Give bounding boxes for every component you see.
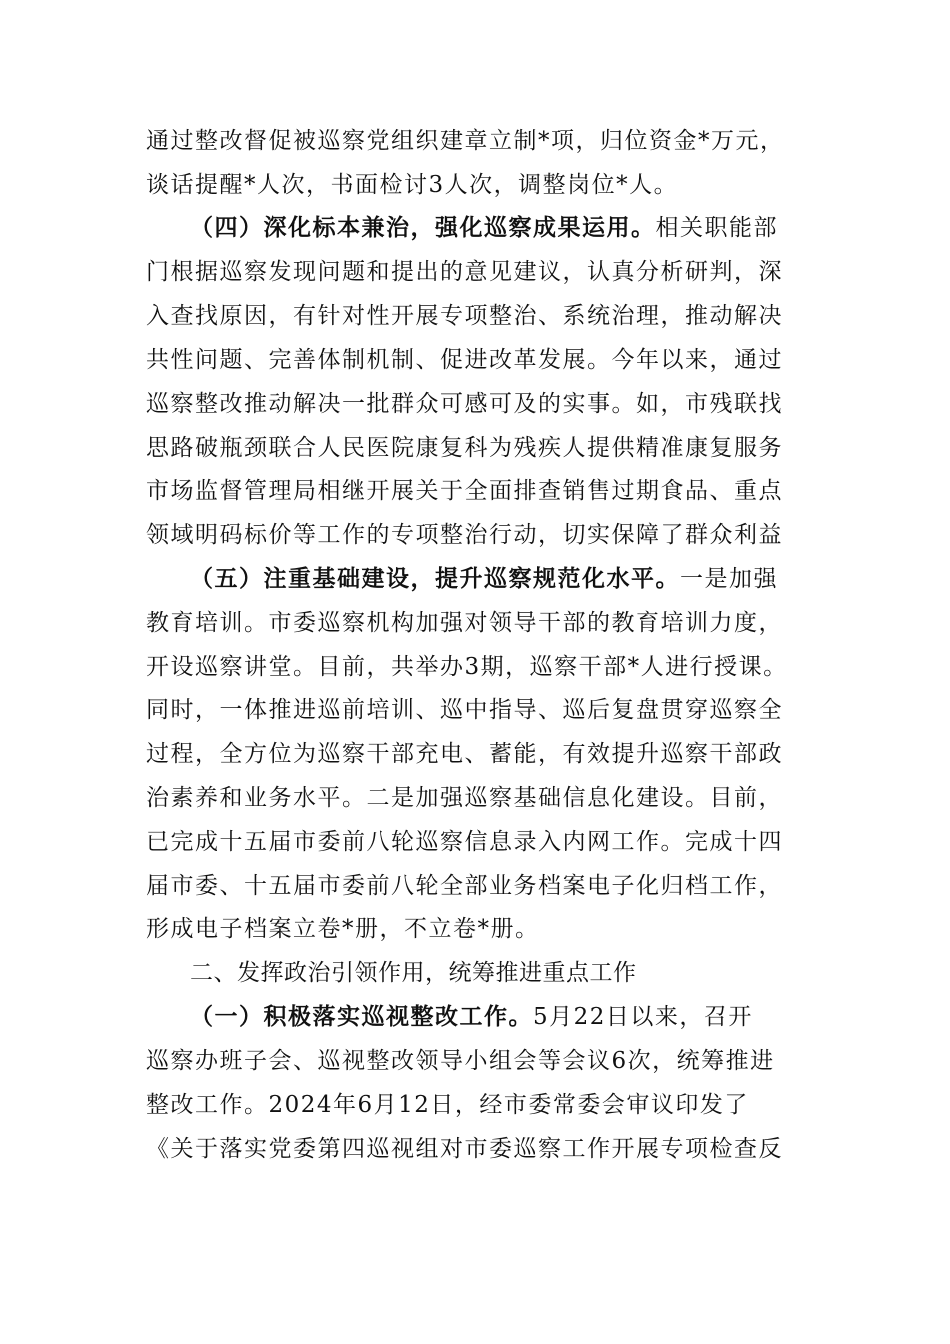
body-text-line: 通过整改督促被巡察党组织建章立制*项，归位资金*万元， xyxy=(146,128,785,154)
subheading-one: （一）积极落实巡视整改工作。 xyxy=(190,1003,533,1030)
body-text-line: 市场监督管理局相继开展关于全面排查销售过期食品、重点 xyxy=(146,478,783,504)
body-text-line: 整改工作。2024年6月12日，经市委常委会审议印发了 xyxy=(146,1092,749,1118)
body-text-line: 巡察办班子会、巡视整改领导小组会等会议6次，统筹推进 xyxy=(146,1048,775,1074)
body-text-line: 巡察整改推动解决一批群众可感可及的实事。如，市残联找 xyxy=(146,391,783,417)
body-text-line: 治素养和业务水平。二是加强巡察基础信息化建设。目前， xyxy=(146,785,783,811)
subheading-paragraph-line xyxy=(190,213,808,243)
subheading-four: （四）深化标本兼治，强化巡察成果运用。 xyxy=(190,214,656,241)
body-text-line: 谈话提醒*人次，书面检讨3人次，调整岗位*人。 xyxy=(146,172,679,198)
body-text-line: 入查找原因，有针对性开展专项整治、系统治理，推动解决 xyxy=(146,303,783,329)
subheading-paragraph-line xyxy=(190,564,808,594)
body-text-line: 教育培训。市委巡察机构加强对领导干部的教育培训力度， xyxy=(146,610,783,636)
body-text-line: 领域明码标价等工作的专项整治行动，切实保障了群众利益 xyxy=(146,522,783,548)
body-text-line: 已完成十五届市委前八轮巡察信息录入内网工作。完成十四 xyxy=(146,829,783,855)
body-text-span: 一是加强 xyxy=(680,566,778,592)
section-heading: 二、发挥政治引领作用，统筹推进重点工作 xyxy=(190,960,637,986)
body-text-span: 相关职能部 xyxy=(655,215,778,241)
subheading-five: （五）注重基础建设，提升巡察规范化水平。 xyxy=(190,565,680,592)
body-text-line: 形成电子档案立卷*册，不立卷*册。 xyxy=(146,916,540,942)
body-text-line: 过程，全方位为巡察干部充电、蓄能，有效提升巡察干部政 xyxy=(146,741,783,767)
subheading-paragraph-line xyxy=(190,1002,808,1032)
body-text-line: 门根据巡察发现问题和提出的意见建议，认真分析研判，深 xyxy=(146,259,783,285)
body-text-line: 思路破瓶颈联合人民医院康复科为残疾人提供精准康复服务 xyxy=(146,435,783,461)
body-text-line: 《关于落实党委第四巡视组对市委巡察工作开展专项检查反 xyxy=(146,1136,783,1162)
body-text-span: 5月22日以来，召开 xyxy=(533,1004,753,1030)
body-text-line: 届市委、十五届市委前八轮全部业务档案电子化归档工作， xyxy=(146,873,783,899)
body-text-line: 开设巡察讲堂。目前，共举办3期，巡察干部*人进行授课。 xyxy=(146,654,788,680)
body-text-line: 同时，一体推进巡前培训、巡中指导、巡后复盘贯穿巡察全 xyxy=(146,697,783,723)
body-text-line: 共性问题、完善体制机制、促进改革发展。今年以来，通过 xyxy=(146,347,783,373)
